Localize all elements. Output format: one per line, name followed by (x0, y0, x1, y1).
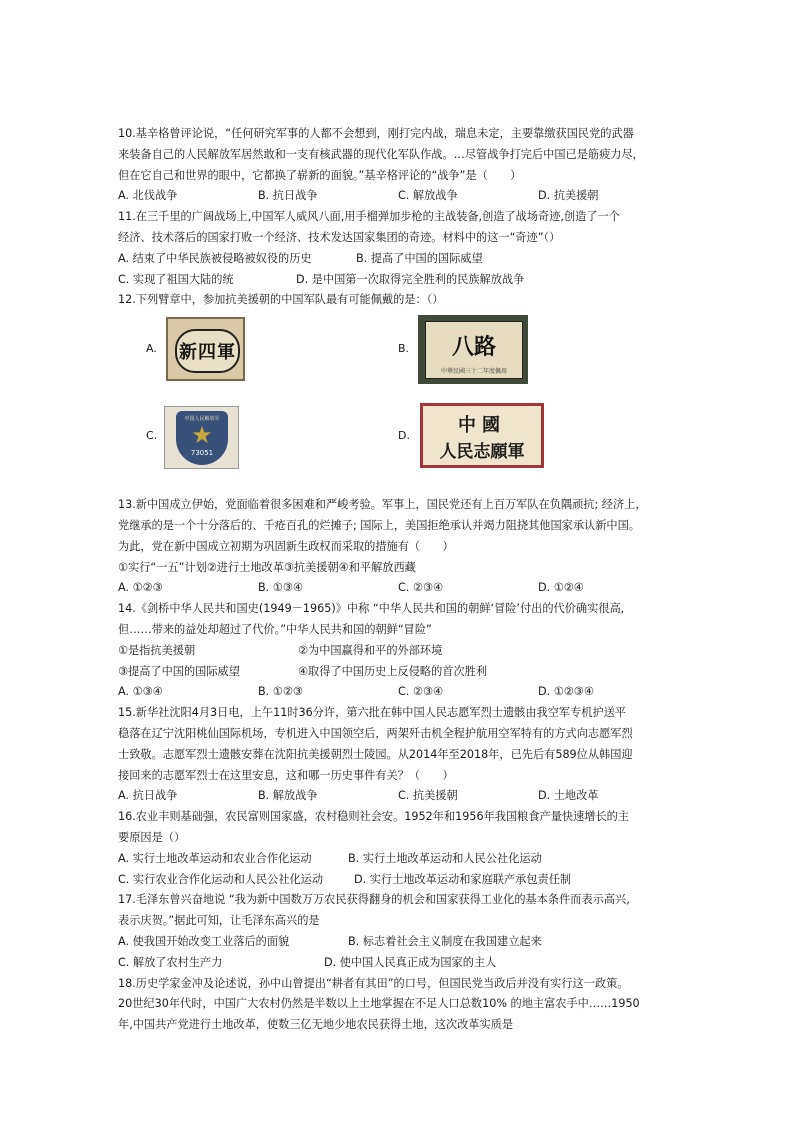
statement-item: ②为中国赢得和平的外部环境 (298, 643, 443, 657)
question-text: 要原因是（） (118, 830, 186, 844)
question-13 (118, 495, 680, 599)
option-b[interactable]: B. ①②③ (258, 685, 303, 699)
option-a[interactable]: A. ①②③ (118, 581, 163, 595)
option-b[interactable]: B. 抗日战争 (258, 189, 318, 203)
answer-options (118, 870, 680, 891)
statement-item: ③提高了中国的国际威望 (118, 664, 240, 678)
option-d[interactable]: D. 实行土地改革运动和家庭联产承包责任制 (354, 872, 572, 886)
exam-page (118, 124, 680, 1036)
question-text: 13.新中国成立伊始，党面临着很多困难和严峻考验。军事上，国民党还有上百万军队在负隅顽抗; 经济上， (118, 498, 647, 512)
question-12 (118, 290, 680, 495)
question-10 (118, 124, 680, 207)
option-c[interactable]: C. 抗美援朝 (398, 789, 458, 803)
question-text: 年,中国共产党进行土地改革，使数三亿无地少地农民获得土地，这次改革实质是 (118, 1018, 514, 1032)
option-d[interactable]: D. ①②④ (538, 581, 584, 595)
question-text: 士致敬。志愿军烈士遗骸安葬在沈阳抗美援朝烈士陵园。从2014年至2018年，已先后有589位从韩国迎 (118, 747, 633, 761)
question-text: 表示庆贺。”据此可知，让毛泽东高兴的是 (118, 914, 320, 928)
option-c[interactable]: C. ②③④ (398, 685, 444, 699)
question-14 (118, 599, 680, 703)
question-18 (118, 974, 680, 1036)
statement-items (118, 662, 680, 683)
question-text: 接回来的志愿军烈士在这里安息，这和哪一历史事件有关？（ ） (118, 768, 454, 782)
option-a[interactable]: A. 使我国开始改变工业落后的面貌 (118, 934, 290, 948)
option-d[interactable]: D. ①②③④ (538, 685, 594, 699)
statement-item: ④取得了中国历史上反侵略的首次胜利 (298, 664, 488, 678)
answer-options (118, 578, 680, 599)
option-d[interactable]: D. 是中国第一次取得完全胜利的民族解放战争 (296, 272, 525, 286)
question-text: 18.历史学家金冲及论述说，孙中山曾提出“耕者有其田”的口号，但国民党当政后并没有实行这一政策。 (118, 976, 629, 990)
question-text: 16.农业丰则基础强，农民富则国家盛，农村稳则社会安。1952年和1956年我国粮食产量快速增长的主 (118, 810, 630, 824)
question-text: 15.新华社沈阳4月3日电，上午11时36分许，第六批在韩中国人民志愿军烈士遗骸由我空军专机护送平 (118, 706, 627, 720)
pla-badge-image[interactable] (164, 406, 239, 469)
answer-options (118, 249, 680, 270)
armband-text: 新四軍 (175, 329, 240, 373)
badge-title: 中国人民解放军 (184, 416, 220, 423)
option-a[interactable]: A. 实行土地改革运动和农业合作化运动 (118, 851, 312, 865)
question-17 (118, 890, 680, 973)
question-text: 为此，党在新中国成立初期为巩固新生政权而采取的措施有（ ） (118, 539, 454, 553)
question-text: 但……带来的益处却超过了代价。”中华人民共和国的朝鲜“冒险” (118, 622, 432, 636)
answer-options (118, 932, 680, 953)
option-b[interactable]: B. 标志着社会主义制度在我国建立起来 (348, 934, 542, 948)
option-a[interactable]: A. 北伐战争 (118, 189, 178, 203)
option-c[interactable]: C. 实现了祖国大陆的统 (118, 272, 234, 286)
question-text: 来装备自己的人民解放军居然敢和一支有核武器的现代化军队作战。…尽管战争打完后中国已是筋疲力尽， (118, 147, 644, 161)
answer-options (118, 786, 680, 807)
option-c[interactable]: C. 实行农业合作化运动和人民公社化运动 (118, 872, 324, 886)
star-icon: ★ (191, 421, 213, 450)
question-text: ①实行“一五”计划②进行土地改革③抗美援朝④和平解放西藏 (118, 560, 416, 574)
statement-item: ①是指抗美援朝 (118, 643, 196, 657)
armband-text-line2: 人民志願軍 (439, 442, 525, 463)
badge-shield (176, 411, 228, 465)
question-text: 但在它自己和世界的眼中，它都换了崭新的面貌。”基辛格评论的“战争”是（ ） (118, 168, 522, 182)
question-text: 10.基辛格曾评论说，“任何研究军事的人都不会想到，刚打完内战，瑞息未定，主要靠缴获国民党的武器 (118, 127, 634, 140)
question-11 (118, 207, 680, 290)
armband-panel (425, 321, 523, 379)
option-c[interactable]: C. 解放了农村生产力 (118, 955, 223, 969)
option-b[interactable]: B. 实行土地改革运动和人民公社化运动 (348, 851, 542, 865)
option-d[interactable]: D. 抗美援朝 (538, 189, 599, 203)
question-text: 14.《剑桥中华人民共和国史(1949－1965)》中称 “中华人民共和国的朝鲜‘冒险’付出的代价确实很高, (118, 602, 625, 616)
armband-text: 八路 (451, 335, 496, 361)
question-text: 20世纪30年代时，中国广大农村仍然是半数以上土地掌握在不足人口总数10% 的地主富农手中……1950 (118, 997, 640, 1011)
option-d[interactable]: D. 使中国人民真正成为国家的主人 (324, 955, 497, 969)
option-b-label[interactable]: B. (398, 342, 410, 356)
option-c[interactable]: C. ②③④ (398, 581, 444, 595)
question-text: 12.下列臂章中，参加抗美援朝的中国军队最有可能佩戴的是：（） (118, 293, 444, 307)
question-text: 17.毛泽东曾兴奋地说 “我为新中国数万万农民获得翻身的机会和国家获得工业化的基本条件而表示高兴, (118, 893, 630, 907)
new-fourth-army-armband-image[interactable] (166, 317, 245, 381)
option-d-label[interactable]: D. (398, 429, 410, 443)
answer-options (118, 849, 680, 870)
option-b[interactable]: B. ①③④ (258, 581, 303, 595)
question-text: 经济、技术落后的国家打败一个经济、技术发达国家集团的奇迹。材料中的这一“奇迹”（） (118, 230, 561, 244)
question-16 (118, 807, 680, 890)
answer-options (118, 953, 680, 974)
option-a[interactable]: A. ①③④ (118, 685, 163, 699)
volunteer-army-armband-image[interactable] (420, 403, 544, 468)
answer-options (118, 682, 680, 703)
badge-number: 73051 (190, 449, 214, 458)
question-15 (118, 703, 680, 807)
answer-options (118, 186, 680, 207)
answer-options (118, 270, 680, 291)
option-b[interactable]: B. 解放战争 (258, 789, 318, 803)
armband-text-line1: 中國 (458, 415, 506, 437)
armband-subtext: 中華民國三十二年度佩用 (440, 368, 507, 376)
option-a[interactable]: A. 结束了中华民族被侵略被奴役的历史 (118, 251, 312, 265)
question-text: 11.在三千里的广阔战场上,中国军人威风八面,用手榴弹加步枪的主战装备,创造了战场奇迹,创造了一个 (118, 210, 620, 224)
armband-options (118, 311, 680, 495)
option-a-label[interactable]: A. (146, 342, 157, 356)
question-text: 稳落在辽宁沈阳桃仙国际机场，专机进入中国领空后，两架歼击机全程护航用空军特有的方式向志愿军烈 (118, 726, 633, 740)
option-c-label[interactable]: C. (146, 429, 158, 443)
option-b[interactable]: B. 提高了中国的国际威望 (356, 251, 483, 265)
option-a[interactable]: A. 抗日战争 (118, 789, 178, 803)
question-text: 党继承的是一个十分落后的、千疮百孔的烂摊子; 国际上，美国拒绝承认并竭力阻挠其他国家承认新中国。 (118, 518, 640, 532)
eighth-route-army-armband-image[interactable] (418, 315, 528, 384)
option-c[interactable]: C. 解放战争 (398, 189, 458, 203)
statement-items (118, 641, 680, 662)
option-d[interactable]: D. 土地改革 (538, 789, 599, 803)
